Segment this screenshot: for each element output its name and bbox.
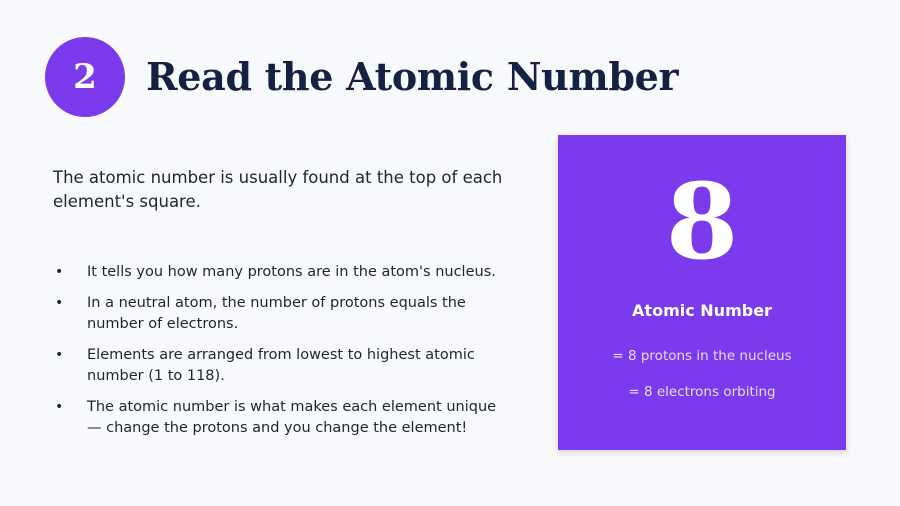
protons-detail: = 8 protons in the nucleus: [612, 348, 792, 364]
bullet-text: It tells you how many protons are in the atom's nucleus.: [87, 264, 496, 280]
step-number: 2: [73, 57, 97, 97]
bullet-text: In a neutral atom, the number of protons equals the number of electrons.: [87, 295, 466, 332]
electrons-detail: = 8 electrons orbiting: [628, 384, 776, 400]
bullet-item: [53, 262, 513, 283]
step-number-badge: [45, 37, 125, 117]
card-label: Atomic Number: [632, 301, 772, 320]
bullet-dot-icon: •: [55, 399, 64, 415]
intro-text: The atomic number is usually found at the top of each element's square.: [53, 168, 503, 211]
bullet-dot-icon: •: [55, 347, 64, 363]
bullet-item: [53, 293, 513, 335]
bullet-text: Elements are arranged from lowest to highest atomic number (1 to 118).: [87, 347, 475, 384]
page-title: Read the Atomic Number: [146, 54, 679, 99]
atomic-number-value: 8: [665, 160, 739, 283]
bullet-item: [53, 397, 513, 439]
bullet-item: [53, 345, 513, 387]
bullet-dot-icon: •: [55, 295, 64, 311]
atomic-number-card: [558, 135, 846, 450]
bullet-list: [53, 262, 513, 449]
bullet-text: The atomic number is what makes each element unique — change the protons and you change the element!: [87, 399, 497, 436]
bullet-dot-icon: •: [55, 264, 64, 280]
